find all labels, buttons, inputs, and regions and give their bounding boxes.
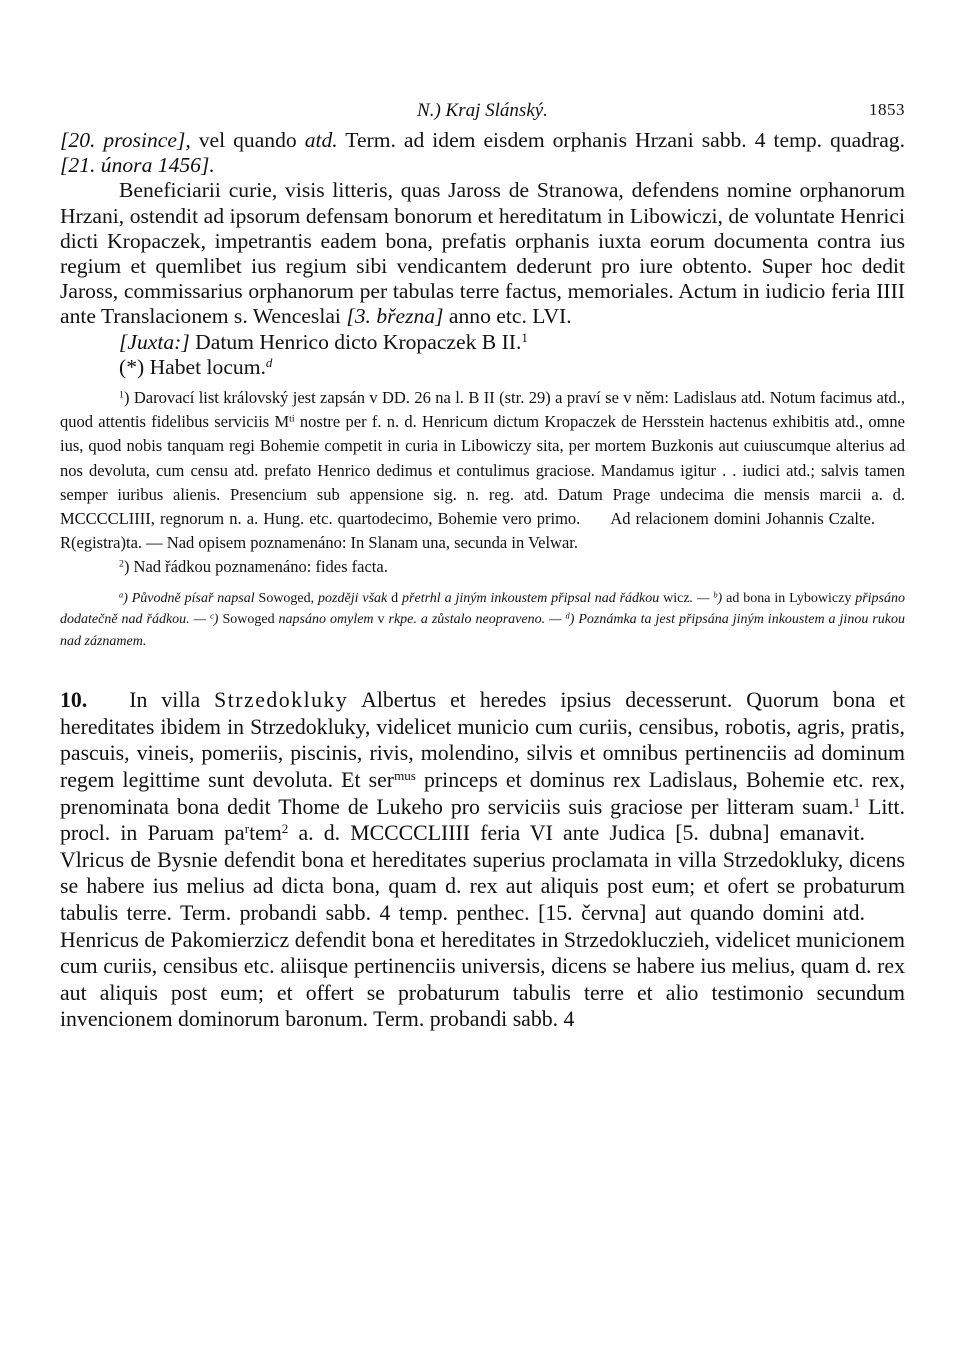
juxta-label: [Juxta:] <box>119 329 190 354</box>
note-mark: b <box>713 590 718 600</box>
text-run: Vlricus de Bysnie defendit bona et hereditates superius proclamata in villa Strzedokluky, dicens se habere ius melius ad dicta bona, quam d. rex aut aliquis post eum; et ofert se probaturum tabulis terre. Term. probandi sabb. 4 temp. penthec. <box>60 847 905 925</box>
abbrev-atd: atd. <box>832 900 865 925</box>
text-run: Notum facimus <box>765 388 877 408</box>
text-run: později však <box>314 590 392 606</box>
text-run: ad bona in Lybowiczy <box>726 590 852 606</box>
registra: (egistra) <box>71 533 126 553</box>
text-run: fides facta. <box>311 557 388 577</box>
note-mark: d <box>565 611 570 621</box>
text-run: (*) Habet locum. <box>119 354 266 379</box>
text-run: ) Nad řádkou poznamenáno: <box>123 557 312 577</box>
text-run: Beneficiarii curie, visis litteris, quas Jaross de Stranowa, defendens nomine orphanorum Hrzani, ostendit ad ipsorum defensam bonorum et hereditatum in Libowiczi, de voluntate Henrici dicti Kropaczek, impetrantis eadem bona, prefatis orphanis iuxta eorum documenta contra ius regium et quemlibet ius regium sibi vendicantem dederunt pro iure obtento. Super hoc dedit Jaross, commissarius orphanorum per tabulas terre factus, memoriales. Actum in iudicio feria IIII ante Translacionem s. Wenceslai <box>60 178 905 329</box>
text-run: Albertus et heredes ipsius decesserunt. Quorum bona et hereditates ibidem in Strzedokluky, videlicet municio cum curiis, censibus, robotis, agris, pratis, pascuis, vineis, pomeriis, piscinis, rivis, molendino, silvis et omnibus pertinenciis ad dominum regem legittime sunt devoluta. Et ser <box>60 688 905 792</box>
entry-10 <box>60 687 905 1033</box>
text-run: . — <box>689 590 714 606</box>
text-run: In Slanam una, secunda in Velwar. <box>346 533 578 553</box>
text-run: v <box>377 612 385 628</box>
beneficiarii-paragraph <box>60 178 905 329</box>
registra: ta. — <box>126 533 167 553</box>
text-run: anno etc. LVI. <box>443 304 572 329</box>
abbrev-atd: atd. <box>834 412 859 432</box>
text-run: Nad opisem poznamenáno: <box>166 533 347 553</box>
note-ref: d <box>265 354 273 370</box>
date-note: [20. prosince], <box>60 128 191 152</box>
date-note: [5. dubna] <box>675 821 770 846</box>
superscript: ti <box>289 413 295 425</box>
footnote-1 <box>60 386 905 555</box>
footnote-mark: 1 <box>119 389 124 401</box>
footnote-mark: 2 <box>119 559 124 571</box>
text-run: d <box>391 590 399 606</box>
footnote-ref: 2 <box>281 820 289 836</box>
note-mark: a <box>119 590 124 600</box>
text-run: In villa <box>129 688 215 713</box>
text-run: ) Poznámka ta jest připsána jiným inkoustem a jinou rukou nad záznamem. <box>60 612 905 649</box>
text-run: Datum Prage undecima die mensis marcii a. d. MCCCCLIIII, regnorum n. a. Hung. etc. quartodecimo, Bohemie vero primo. <box>60 484 905 529</box>
date-note: [21. února 1456]. <box>60 153 215 178</box>
abbrev-atd: atd. <box>876 388 901 408</box>
entry-continuation-paragraph <box>60 128 905 178</box>
text-run: ) Původně písař napsal <box>123 590 259 606</box>
abbrev-atd: atd. <box>741 388 766 408</box>
text-run: nostre per f. n. d. Henricum dictum Kropaczek de Hersstein hactenus exhibitis <box>294 412 835 432</box>
page-number: 1853 <box>869 100 905 119</box>
text-run: Litt. procl. in Paruam pa <box>60 794 905 846</box>
abbrev-atd: atd.; <box>786 460 815 480</box>
text-run: napsáno omylem <box>274 612 378 628</box>
text-run: Ladislaus <box>673 388 741 408</box>
habet-line <box>60 355 905 380</box>
text-run: přetrhl a jiným inkoustem připsal nad řádkou <box>398 590 660 606</box>
juxta-line <box>60 330 905 355</box>
text-run: princeps et dominus rex Ladislaus, Bohemie etc. rex, prenominata bona dedit Thome de Lukeho pro serviciis suis graciose per litteram suam. <box>60 767 906 819</box>
text-run: a. d. MCCCCLIIII feria VI ante Judica <box>288 821 676 846</box>
textual-note <box>60 588 905 653</box>
abbrev-atd: atd. <box>234 460 259 480</box>
footnote-2 <box>60 555 905 579</box>
book-page <box>60 96 905 1033</box>
footnotes <box>60 386 905 580</box>
text-run: ) Darovací list královský jest zapsán v DD. 26 na l. B II (str. 29) a praví se v něm: <box>123 388 669 408</box>
text-run: připsáno dodatečně nad řádkou. — <box>60 590 906 628</box>
text-run: Henricus de Pakomierzicz defendit bona et hereditates in Strzedokluczieh, videlicet municionem cum curiis, censibus etc. aliisque pertinenciis universis, dicens se habere ius melius, quam d. rex aut aliquis post eum; et offert se probaturum tabulis terre et alio testimonio secundum invencionem dominorum baronum. Term. probandi sabb. 4 <box>60 927 905 1032</box>
superscript: mus <box>394 767 416 783</box>
text-run: prefato Henrico dedimus et contulimus graciose. Mandamus igitur . . iudici <box>258 460 787 480</box>
entry-number: 10. <box>60 688 88 713</box>
text-run: rkpe. a zůstalo neopraveno. — <box>384 612 566 628</box>
text-run: vel quando <box>190 128 305 152</box>
text-run: Datum Henrico dicto Kropaczek B II. <box>189 329 522 354</box>
note-mark: c <box>210 611 214 621</box>
text-run: Sowoged, <box>258 590 315 606</box>
continued-entry <box>60 128 905 380</box>
text-run: salvis tamen semper iuribus alienis. Presencium sub appensione sig. n. reg. <box>60 460 905 504</box>
text-run: , omne ius, quod nobis tanquam regi Bohemie competit in curia in Libowiczy sita, per mortem Buzkonis aut cuiuscumque alterius ad nos devoluta, cum censu <box>60 412 905 480</box>
text-run: wicz <box>663 590 690 606</box>
entry-10-paragraph <box>60 687 905 1033</box>
text-run: aut quando domini <box>646 900 833 925</box>
footnote-ref: 1 <box>853 794 861 810</box>
text-run: , quod attentis fidelibus serviciis M <box>60 388 905 432</box>
date-note: [3. března] <box>346 304 444 329</box>
abbrev-atd: atd. <box>304 128 338 152</box>
registra: R <box>60 533 72 553</box>
text-run: Sowoged <box>222 612 275 628</box>
text-run: Ad relacionem domini Johannis Czalte. <box>610 509 876 529</box>
page-header <box>60 96 905 126</box>
text-run: emanavit. <box>769 821 865 846</box>
running-head: N.) Kraj Slánský. <box>417 100 548 121</box>
text-run: ) <box>717 590 727 606</box>
text-run: tem <box>249 821 282 846</box>
footnote-ref: 1 <box>521 329 528 345</box>
text-run: Term. ad idem eisdem orphanis Hrzani sabb. 4 temp. quadrag. <box>337 128 905 152</box>
textual-notes <box>60 588 905 653</box>
abbrev-atd: atd. <box>523 484 549 504</box>
text-run: ) <box>213 612 223 628</box>
village-name: Strzedokluky <box>214 688 349 713</box>
date-note: [15. června] <box>538 900 647 925</box>
superscript: r <box>244 820 250 836</box>
